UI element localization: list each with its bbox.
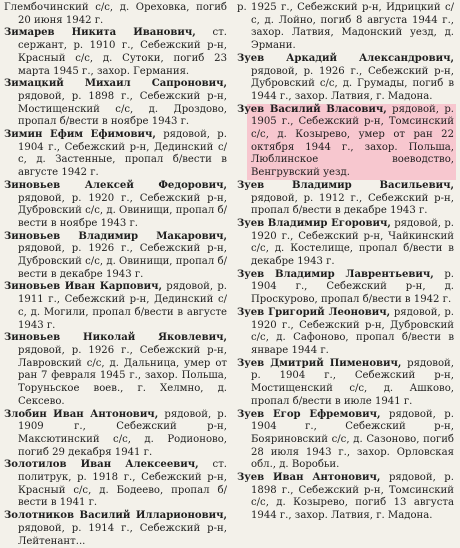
entry [4,27,227,78]
entry-text: рядовой, р. 1904 г., Себежский р-н, Дединский с/с, д. Застенные, пропал б/вести в августе 1942 г. [18,129,227,179]
entry-text: рядовой, р. 1920 г., Себежский р-н, Дубровский с/с, д. Овинищи, пропал б/вести в ноябре 1943 г. [18,192,227,229]
entry [237,357,454,409]
entry [4,459,227,510]
entry [4,78,227,129]
entry-name: Зуев Владимир Лаврентьевич, [237,268,434,280]
entry [4,2,227,27]
entry-name: Зиновьев Алексей Федорович, [4,179,227,191]
entry-text: рядовой, р. 1898 г., Себежский р-н, Томсинский с/с, д. Козырево, погиб 13 августа 1944 г., захор. Латвия, г. Мадона. [251,472,454,522]
entry [237,268,454,307]
entry-text: рядовой, р. 1898 г., Себежский р-н, Мостищенский с/с, д. Дроздово, пропал б/вести в ноябре 1943 г. [18,90,227,128]
entry-text: р. 1925 г., Себежский р-н, Идрицкий с/с, д. Лойно, погиб 8 августа 1944 г., захор. Латвия, Мадонский уезд, д. Эрмани. [237,2,454,52]
entry-name: Зимарев Никита Иванович, [4,27,196,39]
entry [237,472,454,523]
entry-name: Золотилов Иван Алексеевич, [4,459,199,471]
highlighted-entry [237,103,456,180]
entry-text: рядовой, р. 1920 г., Себежский р-н, Дубровский с/с, д. Сафоново, пропал б/вести в январе 1944 г. [251,306,454,356]
entry-text: рядовой, р. 1909 г., Себежский р-н, Максютинский с/с, д. Родионово, погиб 29 декабря 1941 г. [18,408,227,458]
entry-name: Зуев Егор Ефремович, [237,408,381,420]
entry-text: рядовой, р. 1926 г., Себежский р-н, Дубровский с/с, д. Овинищи, пропал б/вести в декабре 1943 г. [18,243,227,280]
entry [237,217,454,269]
entry [237,179,454,218]
entry-text: рядовой, р. 1904 г., Себежский р-н, Бояриновский с/с, д. Сазоново, погиб 28 июля 1943 г., захор. Орловская обл., д. Воробьи. [251,408,454,471]
entry-text: рядовой, р. 1911 г., Себежский р-н, Дединский с/с, д. Могили, пропал б/вести в августе 1943 г. [18,281,227,331]
entry [237,52,454,104]
entry [237,408,454,473]
entry-name: Зуев Владимир Егорович, [237,217,391,229]
entry-name: Зимин Ефим Ефимович, [4,129,156,141]
entry-name: Зимацкий Михаил Сапронович, [4,78,227,90]
entry-name: Золотников Василий Илларионович, [4,510,227,522]
entry [4,510,227,548]
entry [4,230,227,282]
entry-name: Зиновьев Иван Карпович, [4,281,163,293]
entry [237,2,454,53]
entry-name: Зуев Григорий Леонович, [237,306,391,318]
entry-text: рядовой, р. 1904 г., Себежский р-н, Мостищенский с/с, д. Ашково, пропал б/вести в июле 1941 г. [251,357,454,407]
entry-text: рядовой, р. 1926 г., Себежский р-н, Лавровский с/с, д. Дальница, умер от ран 7 февраля 1945 г., захор. Польша, Торуньское воев., г. Хелмно, д. Сексево. [18,344,227,407]
entry-text: рядовой, р. 1905 г., Себежский р-н, Томсинский с/с, д. Козырево, умер от ран 22 октября 1944 г., захор. Польша, Люблинское воеводство, Венгрувский уезд. [251,103,455,179]
entry-name: Зуев Дмитрий Пименович, [237,357,402,369]
entry [4,179,227,231]
entry-text: рядовой, р. 1920 г., Себежский р-н, Чайкинский с/с, д. Костелище, пропал б/вести в декабре 1943 г. [251,217,454,268]
entry-name: Зуев Аркадий Александрович, [237,52,454,64]
entry-name: Злобин Иван Антонович, [4,408,159,420]
entry-name: Зиновьев Владимир Макарович, [4,230,227,242]
entry-name: Зиновьев Николай Яковлевич, [4,332,227,344]
entry-text: Глембочинский с/с, д. Ореховка, погиб 20 июня 1942 г. [4,2,227,26]
entry-text: рядовой, р. 1926 г., Себежский р-н, Дубровский с/с, д. Грумады, погиб в 1944 г., захор. Латвия, г. Мадона. [251,65,454,102]
entry-name: Зуев Василий Власович, [237,103,387,115]
right-column [233,2,460,522]
entry-text: р. 1904 г., Себежский р-н, д. Проскурово, пропал б/вести в 1942 г. [251,268,454,306]
entry [4,408,227,460]
entry-text: ст. сержант, р. 1910 г., Себежский р-н, Красный с/с, д. Сутоки, погиб 23 марта 1945 г., захор. Германия. [18,27,227,77]
entry [4,129,227,180]
entry-name: Зуев Владимир Васильевич, [237,179,454,191]
entry-text: рядовой, р. 1912 г., Себежский р-н, пропал б/вести в декабре 1943 г. [251,192,454,217]
entry-text: рядовой, р. 1914 г., Себежский р-н, Лейтенант... [18,522,227,547]
entry [237,306,454,358]
entry-text: ст. политрук, р. 1918 г., Себежский р-н, Красный с/с, д. Бодеево, пропал б/вести в 1941 г. [18,459,227,509]
left-column [0,2,233,547]
entry [4,281,227,332]
entry [4,332,227,408]
entry-name: Зуев Иван Антонович, [237,472,381,484]
